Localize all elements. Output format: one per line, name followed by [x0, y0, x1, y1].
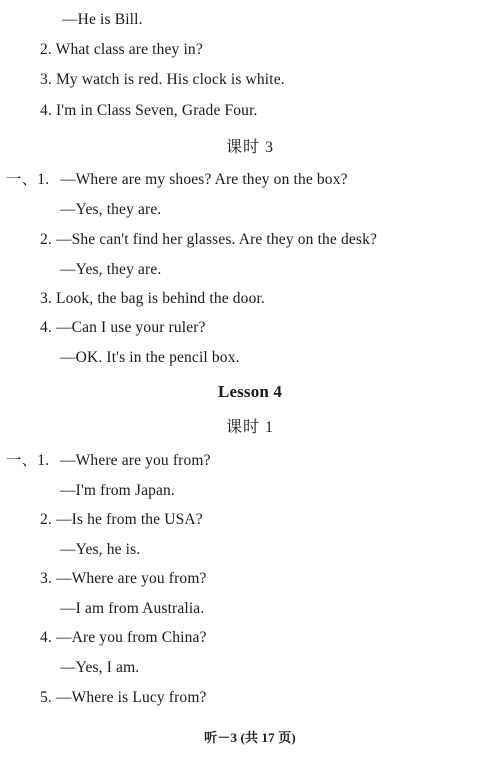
text-line: 5. —Where is Lucy from?	[40, 689, 207, 706]
text-line: 4. —Are you from China?	[40, 629, 207, 646]
text-line: 3. Look, the bag is behind the door.	[40, 290, 265, 307]
exercise-marker: 一、1.	[6, 452, 50, 469]
text-line: —He is Bill.	[62, 11, 143, 28]
text-line: 2. —Is he from the USA?	[40, 511, 203, 528]
text-line: —Where are my shoes? Are they on the box?	[60, 171, 348, 188]
text-line: —OK. It's in the pencil box.	[60, 349, 240, 366]
section-heading: 课时 1	[225, 419, 274, 436]
text-line: —Yes, I am.	[60, 659, 140, 676]
text-line: 2. What class are they in?	[40, 41, 203, 58]
text-line: 3. —Where are you from?	[40, 570, 207, 587]
text-line: —Yes, they are.	[60, 261, 162, 278]
section-heading: 课时 3	[225, 139, 274, 156]
text-line: —I am from Australia.	[60, 600, 205, 617]
text-line: 4. I'm in Class Seven, Grade Four.	[40, 102, 258, 119]
text-line: —I'm from Japan.	[60, 482, 175, 499]
text-line: —Where are you from?	[60, 452, 211, 469]
exercise-marker: 一、1.	[6, 171, 50, 188]
text-line: —Yes, he is.	[60, 541, 141, 558]
text-line: 3. My watch is red. His clock is white.	[40, 71, 285, 88]
text-line: 4. —Can I use your ruler?	[40, 319, 206, 336]
text-line: 2. —She can't find her glasses. Are they on the desk?	[40, 231, 378, 248]
text-line: —Yes, they are.	[60, 201, 162, 218]
page-footer: 听－3 (共 17 页)	[204, 730, 296, 745]
lesson-title: Lesson 4	[217, 382, 283, 401]
